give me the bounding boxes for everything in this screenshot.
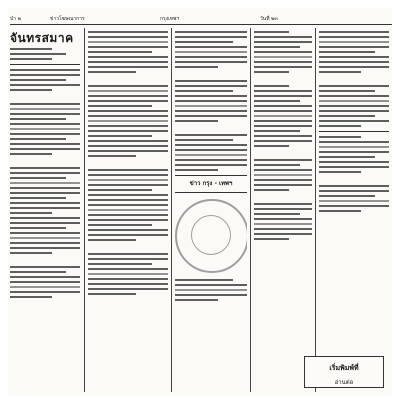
newspaper-page: [8, 8, 392, 396]
continued-line-1: เริ่มพิมพ์ที่: [329, 363, 359, 372]
column-2: [88, 28, 168, 392]
seal-emblem: [175, 199, 247, 273]
continued-line-2: อ่านต่อ: [334, 379, 354, 386]
column-1: [10, 28, 80, 392]
place: กรุงเทพฯ: [160, 16, 180, 22]
column-3-heading: ข่าว กรุง - เทพฯ: [189, 180, 233, 187]
column-4: [254, 28, 312, 392]
page-number: ป่า ๒: [10, 16, 21, 22]
issue-date: วันที่ ๒๓: [260, 16, 278, 22]
column-5: [319, 28, 389, 392]
masthead: จันทรสมาค: [10, 31, 74, 45]
paper-name: ข่าวโฆษณาการ: [50, 16, 85, 22]
column-3: [175, 28, 247, 392]
page-header: [10, 14, 392, 25]
continued-box: [304, 356, 384, 388]
